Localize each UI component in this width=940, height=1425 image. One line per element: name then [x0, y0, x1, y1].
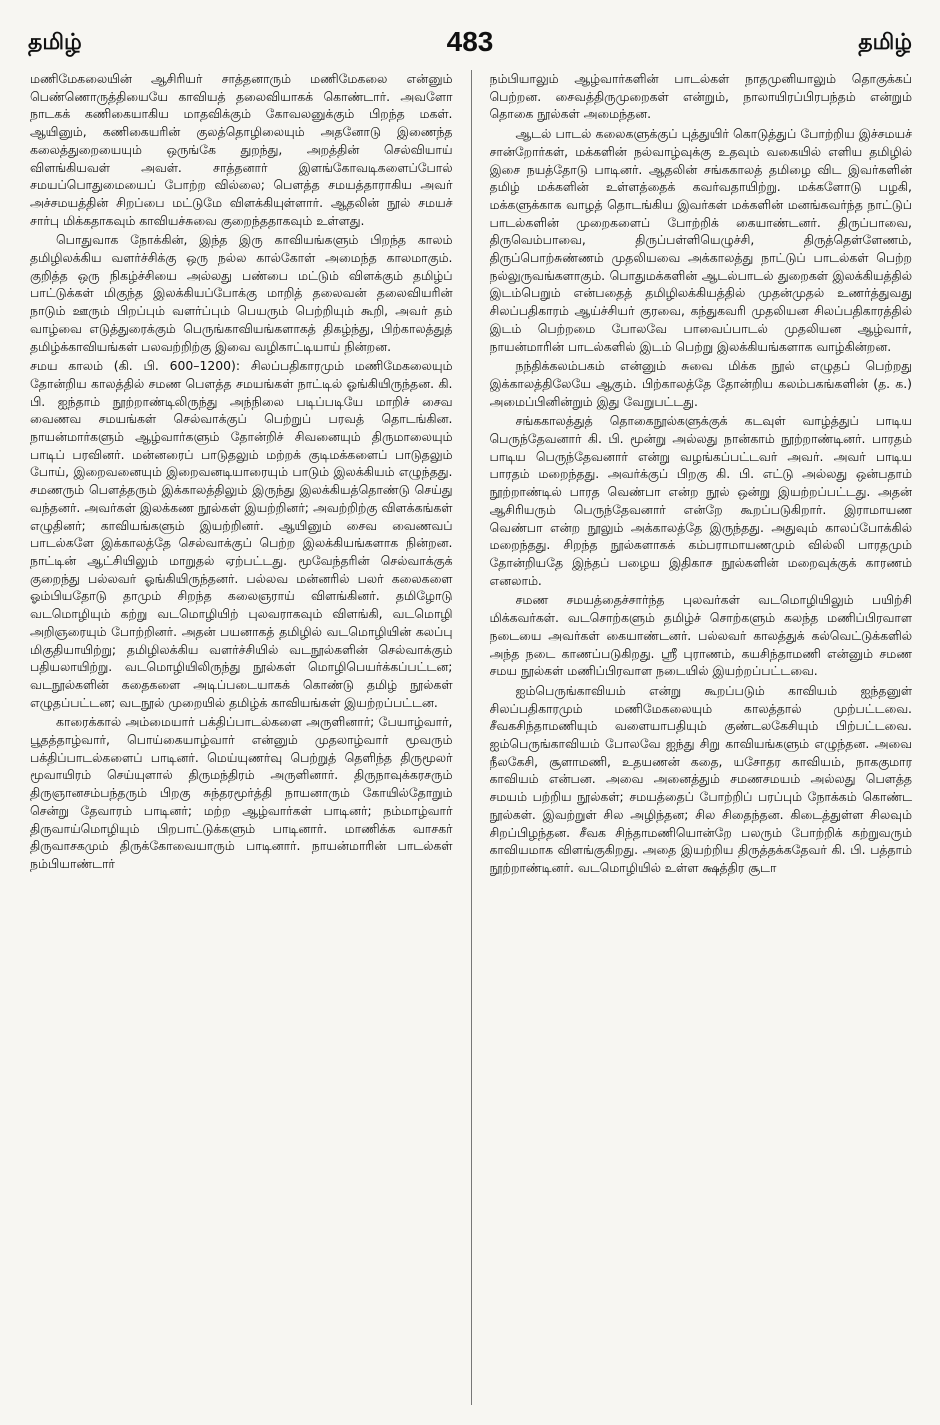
right-column — [490, 70, 913, 1405]
paragraph: நந்திக்கலம்பகம் என்னும் சுவை மிக்க நூல் எழுதப் பெற்றது இக்காலத்திலேயே ஆகும். பிற்காலத்தே தோன்றிய கலம்பகங்களின் (த. க.) அமைப்பினின்றும் இது வேறுபட்டது. — [489, 358, 912, 409]
page-number: 483 — [446, 26, 494, 57]
text-columns — [30, 70, 912, 1405]
left-column — [30, 70, 453, 1405]
paragraph: சமய காலம் (கி. பி. 600–1200): சிலப்பதிகாரமும் மணிமேகலையும் தோன்றிய காலத்தில் சமண பௌத்த சமயங்கள் நாட்டில் ஓங்கியிருந்தன. கி. பி. ஐந்தாம் நூற்றாண்டிலிருந்து அந்நிலை படிப்படியே மாறிச் சைவ வைணவ சமயங்கள் செல்வாக்குப் பெற்றுப் பரவத் தொடங்கின. நாயன்மார்களும் ஆழ்வார்களும் தோன்றிச் சிவனையும் திருமாலையும் பாடிப் பரவினர். மன்னரைப் பாடுதலும் மற்றக் குடிமக்களைப் பாடுதலும் போய், இறைவனையும் இறைவனடியாரையும் பாடும் இலக்கியம் எழுந்தது. சமணரும் பௌத்தரும் இக்காலத்திலும் இருந்து இலக்கியத்தொண்டு செய்து வந்தனர். அவர்கள் இலக்கண நூல்கள் இயற்றினர்; அவற்றிற்கு விளக்கங்கள் எழுதினர்; காவியங்களும் இயற்றினர். ஆயினும் சைவ வைணவப் பாடல்களே இக்காலத்தே செல்வாக்குப் பெற்ற இலக்கியங்களாக நின்றன. நாட்டின் ஆட்சியிலும் மாறுதல் ஏற்பட்டது. மூவேந்தரின் செல்வாக்குக் குறைந்து பல்லவர் ஓங்கியிருந்தனர். பல்லவ மன்னரில் பலர் கலைகளை ஓம்பியதோடு தாமும் சிறந்த கலைஞராய் விளங்கினர். தமிழோடு வடமொழியும் கற்று வடமொழியிற் புலவராகவும் விளங்கி, வடமொழி அறிஞரையும் போற்றினர். அதன் பயனாகத் தமிழில் வடமொழியின் கலப்பு மிகுதியாயிற்று; தமிழிலக்கிய வளர்ச்சியில் வடநூல்களின் செல்வாக்கும் பதியலாயிற்று. வடமொழியிலிருந்து நூல்கள் மொழிபெயர்க்கப்பட்டன; வடநூல்களின் கதைகளை அடிப்படையாகக் கொண்டு தமிழ் நூல்கள் எழுதப்பட்டன; வடநூல் முறையில் தமிழ்க் காவியங்கள் இயற்றப்பட்டன. — [30, 358, 453, 710]
page-header — [28, 26, 912, 66]
header-right-title: தமிழ் — [858, 30, 912, 55]
header-left-title: தமிழ் — [28, 30, 82, 55]
paragraph: காரைக்கால் அம்மையார் பக்திப்பாடல்களை அருளினார்; பேயாழ்வார், பூதத்தாழ்வார், பொய்கையாழ்வார் என்னும் முதலாழ்வார் மூவரும் பக்திப்பாடல்களைப் பாடினர். மெய்யுணர்வு பெற்றுத் தெளிந்த திருமூலர் மூவாயிரம் செய்யுளால் திருமந்திரம் அருளினார். திருநாவுக்கரசரும் திருஞானசம்பந்தரும் பிறகு சுந்தரமூர்த்தி நாயனாரும் கோயில்தோறும் சென்று தேவாரம் பாடினர்; மற்ற ஆழ்வார்கள் பாடினர்; நம்மாழ்வார் திருவாய்மொழியும் பிறபாட்டுக்களும் பாடினார். மாணிக்க வாசகர் திருவாசகமும் திருக்கோவையாரும் பாடினார். நாயன்மாரின் பாடல்கள் நம்பியாண்டார் — [30, 714, 453, 871]
paragraph: நம்பியாலும் ஆழ்வார்களின் பாடல்கள் நாதமுனியாலும் தொகுக்கப் பெற்றன. சைவத்திருமுறைகள் என்றும், நாலாயிரப்பிரபந்தம் என்றும் தொகை நூல்கள் அமைந்தன. — [489, 71, 912, 122]
paragraph: பொதுவாக நோக்கின், இந்த இரு காவியங்களும் பிறந்த காலம் தமிழிலக்கிய வளர்ச்சிக்கு ஒரு நல்ல கால்கோள் அமைந்த காலமாகும். குறித்த ஒரு நிகழ்ச்சியை அல்லது பண்பை மட்டும் விளக்கும் தமிழ்ப் பாட்டுக்கள் மிகுந்த இலக்கியப்போக்கு மாறித் தலைவன் தலைவியரின் நாடும் ஊரும் பிறப்பும் வளர்ப்பும் பெயரும் பெற்றியும் கூறி, அவர் தம் வாழ்வை எடுத்துரைக்கும் பெருங்காவியங்களாகத் திகழ்ந்து, பிற்காலத்துத் தமிழ்க்காவியங்கள் பலவற்றிற்கு இவை வழிகாட்டியாய் நின்றன. — [30, 232, 453, 354]
paragraph: சமண சமயத்தைச்சார்ந்த புலவர்கள் வடமொழியிலும் பயிற்சி மிக்கவர்கள். வடசொற்களும் தமிழ்ச் சொற்களும் கலந்த மணிப்பிரவாள நடையை அவர்கள் கையாண்டனர். பல்லவர் காலத்துக் கல்வெட்டுக்களில் அந்த நடை காணப்படுகிறது. ஸ்ரீ புராணம், கயசிந்தாமணி என்னும் சமண சமய நூல்கள் மணிப்பிரவாள நடையில் இயற்றப்பட்டவை. — [489, 592, 912, 679]
paragraph: மணிமேகலையின் ஆசிரியர் சாத்தனாரும் மணிமேகலை என்னும் பெண்ணொருத்தியையே காவியத் தலைவியாகக் கொண்டார். அவளோ நாடகக் கணிகையாகிய மாதவிக்கும் கோவலனுக்கும் பிறந்த மகள். ஆயினும், கணிகையரின் குலத்தொழிலையும் அதனோடு இணைந்த கலைத்துறையையும் ஒருங்கே துறந்து, அறத்தின் செல்வியாய் விளங்கியவள் அவள். சாத்தனார் இளங்கோவடிகளைப்போல் சமயப்பொதுமையைப் போற்ற வில்லை; பௌத்த சமயத்தாராகிய அவர் அச்சமயத்தின் சிறப்பை மட்டுமே விளக்கியுள்ளார். ஆதலின் நூல் சமயச் சார்பு மிக்கதாகவும் காவியச்சுவை குறைந்ததாகவும் உள்ளது. — [30, 71, 453, 228]
paragraph: சங்ககாலத்துத் தொகைநூல்களுக்குக் கடவுள் வாழ்த்துப் பாடிய பெருந்தேவனார் கி. பி. மூன்று அல்லது நான்காம் நூற்றாண்டினர். பாரதம் பாடிய பெருந்தேவனார் என்று வழங்கப்பட்டவர் அவர். அவர் பாடிய பாரதம் மறைந்தது. அவர்க்குப் பிறகு கி. பி. எட்டு அல்லது ஒன்பதாம் நூற்றாண்டில் பாரத வெண்பா என்ற நூல் ஒன்று இயற்றப்பட்டது. அதன் ஆசிரியரும் பெருந்தேவனார் என்றே கூறப்படுகிறார். இராமாயண வெண்பா என்ற நூலும் அக்காலத்தே இருந்தது. அதுவும் காலப்போக்கில் மறைந்தது. சிறந்த நூல்களாகக் கம்பராமாயணமும் வில்லி பாரதமும் தோன்றியதே இந்தப் பழைய இதிகாச நூல்களின் மறைவுக்குக் காரணம் எனலாம். — [489, 413, 912, 588]
paragraph: ஐம்பெருங்காவியம் என்று கூறப்படும் காவியம் ஐந்தனுள் சிலப்பதிகாரமும் மணிமேகலையும் காலத்தால் முற்பட்டவை. சீவகசிந்தாமணியும் வளையாபதியும் குண்டலகேசியும் பிற்பட்டவை. ஐம்பெருங்காவியம் போலவே ஐந்து சிறு காவியங்களும் எழுந்தன. அவை நீலகேசி, சூளாமணி, உதயணன் கதை, யசோதர காவியம், நாககுமார காவியம் என்பன. அவை அனைத்தும் சமணசமயம் அல்லது பௌத்த சமயம் பற்றிய நூல்கள்; சமயத்தைப் போற்றிப் பரப்பும் நோக்கம் கொண்ட நூல்கள். இவற்றுள் சில அழிந்தன; சில சிதைந்தன. கிடைத்துள்ள சிலவும் சிறப்பிழந்தன. சீவக சிந்தாமணியொன்றே பலரும் போற்றிக் கற்றுவரும் காவியமாக விளங்குகிறது. அதை இயற்றிய திருத்தக்கதேவர் கி. பி. பத்தாம் நூற்றாண்டினர். வடமொழியில் உள்ள க்ஷத்திர சூடா — [489, 682, 912, 875]
paragraph: ஆடல் பாடல் கலைகளுக்குப் புத்துயிர் கொடுத்துப் போற்றிய இச்சமயச் சான்றோர்கள், மக்களின் நல்வாழ்வுக்கு உதவும் வகையில் எளிய தமிழில் இசை நயத்தோடு பாடினர். ஆதலின் சங்ககாலத் தமிழை விட இவர்களின் தமிழ் மக்களின் உள்ளத்தைக் கவர்வதாயிற்று. மக்களோடு பழகி, மக்களுக்காக வாழத் தொடங்கிய இவர்கள் மக்களின் மனங்கவர்ந்த நாட்டுப் பாடல்களின் முறைகளைப் போற்றிக் கையாண்டனர். திருப்பாவை, திருவெம்பாவை, திருப்பள்ளியெழுச்சி, திருத்தெள்ளேணம், திருப்பொற்சுண்ணம் முதலியவை அக்காலத்து நாட்டுப் பாடல்கள் பெற்ற நல்லுருவங்களாகும். பொதுமக்களின் ஆடல்பாடல் துறைகள் இலக்கியத்தில் இடம்பெறும் என்பதைத் தமிழிலக்கியத்தில் முதன்முதல் உணர்த்துவது சிலப்பதிகாரம் ஆய்ச்சியர் குரவை, கந்துகவரி முதலியன சிலப்பதிகாரத்தில் இடம் பெற்றமை போலவே பாவைப்பாடல் முதலியன ஆழ்வார், நாயன்மாரின் பாடல்களில் இடம் பெற்று இலக்கியங்களாக வாழ்கின்றன. — [489, 126, 912, 354]
column-divider — [471, 70, 472, 1405]
